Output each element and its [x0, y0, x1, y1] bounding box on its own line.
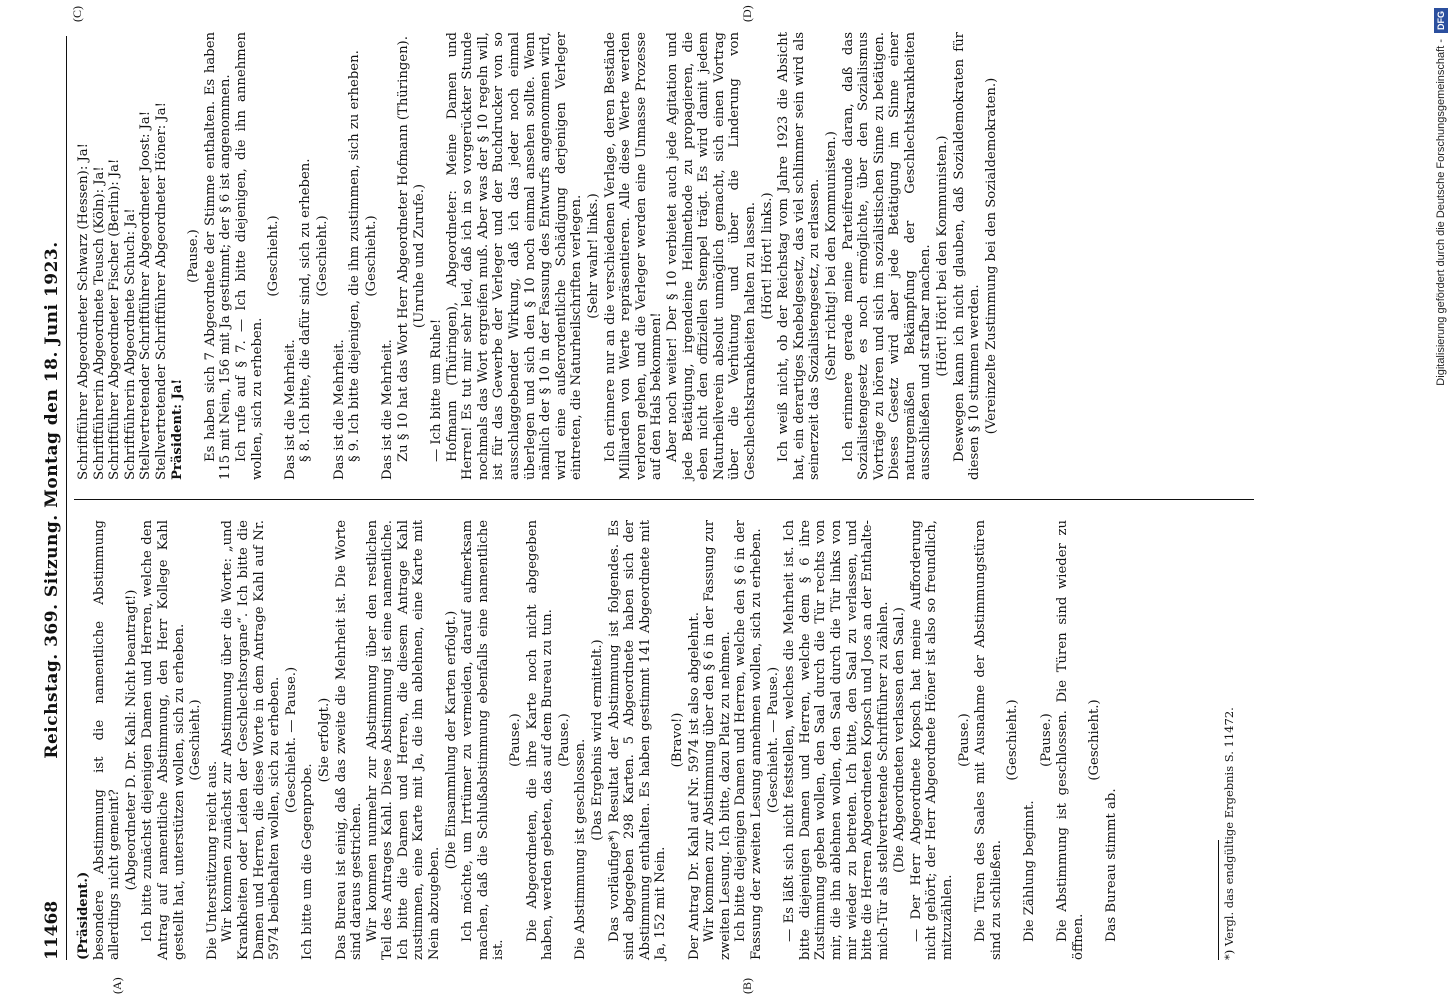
paragraph: Wir kommen zur Abstimmung über den § 6 in der Fassung zur zweiten Lesung. Ich bitte, dazu Platz zu nehmen.	[702, 520, 733, 960]
stage-direction: (Pause.)	[556, 713, 572, 767]
paragraph: besondere Abstimmung ist die namentliche Abstimmung allerdings nicht gemeint?	[91, 520, 123, 960]
stage-direction: (Geschieht. — Pause.)	[283, 666, 299, 814]
page-number: 11468	[42, 900, 62, 960]
paragraph: — Ich bitte um Ruhe!	[429, 318, 445, 462]
paragraph: Die Abgeordneten, die ihre Karte noch nicht abgegeben haben, werden gebeten, das auf dem Bureau zu tun.	[524, 520, 556, 960]
paragraph: Ich bitte diejenigen Damen und Herren, welche den § 6 in der Fassung der zweiten Lesung annehmen wollen, sich zu erheben.	[733, 520, 764, 960]
paragraph: Wir kommen zunächst zur Abstimmung über die Worte: „und Krankheiten oder Leiden der Geschlechtsorgane“. Ich bitte die Damen und Herren, die diese Worte in dem Antrage Kahl auf Nr. 5974 beibehalten wollen, sich zu erheben.	[220, 520, 283, 960]
stage-direction: (Pause.)	[186, 229, 202, 283]
dfg-logo: DFG	[1434, 8, 1448, 33]
paragraph: Ich weiß nicht, ob der Reichstag vom Jahre 1923 die Absicht hat, ein derartiges Knebelgesetz, das viel schlimmer sein wird als seinerzeit das Sozialistengesetz, zu erlassen.	[776, 32, 823, 480]
paragraph: — Der Herr Abgeordnete Kopsch hat meine Aufforderung nicht gehört; der Herr Abgeordnete Höner ist also so freundlich, mitzuzählen.	[908, 520, 956, 960]
stage-direction: (Geschieht.)	[1005, 699, 1021, 781]
paragraph: Ich möchte, um Irrtümer zu vermeiden, darauf aufmerksam machen, daß die Schlußabstimmung ebenfalls eine namentliche ist.	[460, 520, 507, 960]
paragraph: Die Türen des Saales mit Ausnahme der Abstimmungstüren sind zu schließen.	[973, 520, 1004, 960]
paragraph: Zu § 10 hat das Wort Herr Abgeordneter Hofmann (Thüringen).	[395, 36, 411, 462]
stage-direction: (Unruhe und Zurufe.)	[412, 183, 428, 329]
paragraph: Das ist die Mehrheit.	[282, 339, 298, 480]
paragraph: Das vorläufige*) Resultat der Abstimmung ist folgendes. Es sind abgegeben 298 Karten. 5 Abgeordnete haben sich der Abstimmung enthalten. Es haben gestimmt 141 Abgeordnete mit Ja, 152 mit Nein.	[606, 520, 669, 960]
paragraph: Schriftführerin Abgeordnete Schuch: Ja!	[122, 208, 138, 480]
stage-direction: (Sie erfolgt.)	[316, 697, 332, 783]
paragraph: Hofmann (Thüringen), Abgeordneter: Meine Damen und Herren! Es tut mir sehr leid, daß ich in so vorgerückter Stunde nochmals das Wort ergreifen muß. Aber was der § 10 regeln will, ist für das Gewerbe der Verleger und der Buchdrucker von so ausschlaggebender Wirkung, daß ich das jeder noch einmal überlegen und sich den § 10 noch einmal ansehen sollte. Wenn nämlich der § 10 in der Fassung des Entwurfs angenommen wird, wird eine außerordentliche Schädigung derjenigen Verleger eintreten, die Naturheilschriften verlegen.	[444, 32, 585, 480]
page-header	[38, 0, 64, 1000]
paragraph: Ich bitte zunächst diejenigen Damen und Herren, welche den Antrag auf namentliche Abstimmung, den Herr Kollege Kahl gestellt hat, unterstützen wollen, sich zu erheben.	[140, 520, 187, 960]
stage-direction: (Pause.)	[1038, 713, 1054, 767]
margin-mark-d: (D)	[740, 5, 754, 22]
rotated-page-content	[20, 0, 1340, 1000]
paragraph: Der Antrag Dr. Kahl auf Nr. 5974 ist also abgelehnt.	[686, 612, 702, 960]
paragraph: § 9. Ich bitte diejenigen, die ihm zustimmen, sich zu erheben.	[347, 50, 363, 462]
stage-direction: (Geschieht.)	[363, 215, 379, 297]
stage-direction: (Sehr richtig! bei den Kommunisten.)	[823, 131, 839, 381]
stage-direction: (Geschieht.)	[1087, 699, 1103, 781]
paragraph: Die Abstimmung ist geschlossen.	[573, 738, 589, 960]
paragraph: Schriftführer Abgeordneter Fischer (Berlin): Ja!	[107, 158, 123, 480]
stage-direction: (Hört! Hört! links.)	[759, 192, 775, 320]
margin-mark-a: (A)	[110, 977, 124, 994]
paragraph: Das ist die Mehrheit.	[380, 339, 396, 480]
stage-direction: (Pause.)	[956, 713, 972, 767]
paragraph: Stellvertretender Schriftführer Abgeordneter Höner: Ja!	[153, 102, 169, 480]
paragraph: Schriftführer Abgeordneter Schwarz (Hessen): Ja!	[76, 143, 91, 480]
header-rule	[66, 36, 67, 960]
paragraph: Schriftführerin Abgeordnete Teusch (Köln): Ja!	[91, 166, 107, 480]
stage-direction: (Sehr wahr! links.)	[586, 193, 601, 319]
paragraph: Ich erinnere gerade meine Parteifreunde daran, daß das Sozialistengesetz es noch ermöglichte, über den Sozialismus Vorträge zu hören und sich im sozialistischen Sinne zu betätigen. Dieses Gesetz wird aber jede Betätigung im Sinne einer naturgemäßen Bekämpfung der Geschlechtskrankheiten ausschließen und strafbar machen.	[840, 32, 934, 480]
dfg-imprint	[1408, 8, 1447, 992]
paragraph: Aber noch weiter! Der § 10 verbietet auch jede Agitation und jede Betätigung, irgendeine Heilmethode zu propagieren, die eben nicht den offiziellen Stempel trägt. Es wird damit jedem Naturheilverein absolut unmöglich gemacht, sich einen Vortrag über die Verhütung und über die Linderung von Geschlechtskrankheiten halten zu lassen.	[664, 32, 758, 480]
stage-direction: (Geschieht. — Pause.)	[765, 666, 781, 814]
stage-direction: (Pause.)	[508, 713, 524, 767]
stage-direction: (Hört! Hört! bei den Kommunisten.)	[935, 135, 951, 377]
footnote: *) Vergl. das endgültige Ergebnis S. 11472.	[1222, 707, 1236, 960]
paragraph: Wir kommen nunmehr zur Abstimmung über den restlichen Teil des Antrages Kahl. Diese Abstimmung ist eine namentliche. Ich bitte die Damen und Herren, die diesem Antrage Kahl zustimmen, eine Karte mit Ja, die ihn ablehnen, eine Karte mit Nein abzugeben.	[364, 520, 443, 960]
stage-direction: (Bravo!)	[669, 712, 685, 768]
paragraph: Ich rufe auf § 7. — Ich bitte diejenigen, die ihn annehmen wollen, sich zu erheben.	[233, 32, 265, 480]
stage-direction: (Geschieht.)	[266, 215, 282, 297]
stage-direction: (Das Ergebnis wird ermittelt.)	[590, 639, 605, 841]
paragraph: Das ist die Mehrheit.	[331, 339, 347, 480]
paragraph: Ich bitte um die Gegenprobe.	[300, 763, 316, 960]
stage-direction: (Die Abgeordneten verlassen den Saal.)	[892, 607, 908, 873]
margin-mark-c: (C)	[70, 6, 84, 22]
paragraph: Präsident: Ja!	[169, 378, 185, 480]
paragraph: Die Abstimmung ist geschlossen. Die Türen sind wieder zu öffnen.	[1055, 520, 1086, 960]
paragraph: Die Unterstützung reicht aus.	[204, 760, 220, 960]
stage-direction: (Abgeordneter D. Dr. Kahl: Nicht beantragt!)	[123, 589, 139, 891]
paragraph: Die Zählung beginnt.	[1022, 800, 1038, 942]
column-divider	[74, 499, 1254, 500]
paragraph: § 8. Ich bitte, die dafür sind, sich zu erheben.	[298, 158, 314, 462]
footnote-rule	[1218, 840, 1219, 960]
page-title: Reichstag. 369. Sitzung. Montag den 18. Juni 1923.	[42, 241, 62, 759]
paragraph: (Präsident.)	[76, 871, 91, 960]
stage-direction: (Die Einsammlung der Karten erfolgt.)	[443, 610, 459, 870]
paragraph: Deswegen kann ich nicht glauben, daß Sozialdemokraten für diesen § 10 stimmen werden.	[951, 32, 983, 480]
stage-direction: (Geschieht.)	[188, 699, 204, 781]
stage-direction: (Geschieht.)	[314, 215, 330, 297]
paragraph: Ich erinnere nur an die verschiedenen Verlage, deren Bestände Milliarden von Werte repräsentieren. Alle diese Werte werden verloren gehen, und die Verleger werden eine Unmasse Prozesse auf den Hals bekommen!	[602, 32, 665, 480]
paragraph: Das Bureau ist einig, daß das zweite die Mehrheit ist. Die Worte sind daraus gestrichen.	[333, 520, 365, 960]
right-column	[76, 32, 1000, 480]
left-column	[76, 520, 1120, 960]
paragraph: Es haben sich 7 Abgeordnete der Stimme enthalten. Es haben 115 mit Nein, 156 mit Ja gestimmt; der § 6 ist angenommen.	[202, 32, 234, 480]
stage-direction: (Vereinzelte Zustimmung bei den Sozialdemokraten.)	[983, 77, 999, 435]
paragraph: Das Bureau stimmt ab.	[1104, 788, 1119, 942]
margin-mark-b: (B)	[740, 978, 754, 994]
paragraph: — Es läßt sich nicht feststellen, welches die Mehrheit ist. Ich bitte diejenigen Damen und Herren, welche dem § 6 ihre Zustimmung geben wollen, den Saal durch die Tür rechts von mir, die ihn ablehnen wollen, den Saal durch die Tür links von mir wieder zu betreten. Ich bitte, den Saal zu verlassen, und bitte die Herren Abgeordneten Kopsch und Joos an der Enthalte-mich-Tür als stellvertretende Schriftführer zu zählen.	[782, 520, 891, 960]
paragraph: Stellvertretender Schriftführer Abgeordneter Joost: Ja!	[138, 110, 154, 480]
imprint-text: Digitalisierung gefördert durch die Deutsche Forschungsgemeinschaft -	[1435, 39, 1447, 386]
